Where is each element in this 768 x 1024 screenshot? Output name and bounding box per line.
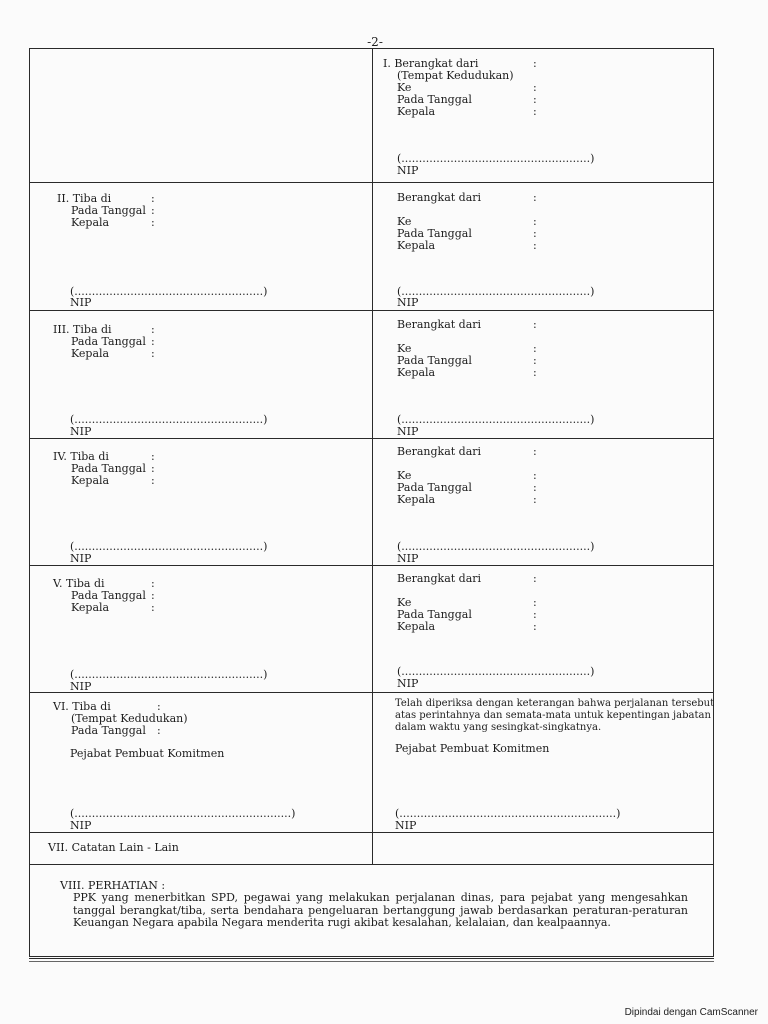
section-v-right [397, 573, 697, 633]
tempat-kedudukan-label: (Tempat Kedudukan) [397, 69, 514, 82]
section-ii-left [57, 193, 357, 229]
kepala-label: Kepala [397, 366, 436, 379]
colon: : [151, 323, 155, 336]
nip-label: NIP [70, 552, 92, 565]
travel-form [29, 48, 714, 957]
signature-line: (......................................................) [70, 540, 268, 553]
bottom-rule-thin [29, 961, 714, 962]
ke-label: Ke [397, 469, 412, 482]
catatan-label: VII. Catatan Lain - Lain [48, 841, 179, 854]
pada-tanggal-label: Pada Tanggal [71, 204, 146, 217]
nip-label: NIP [397, 296, 419, 309]
nip-label: NIP [395, 819, 417, 832]
pada-tanggal-label: Pada Tanggal [397, 227, 472, 240]
pejabat-label-right: Pejabat Pembuat Komitmen [395, 742, 550, 755]
berangkat-label: Berangkat dari [394, 57, 479, 70]
signature-line: (..............................................................) [395, 807, 621, 820]
camscanner-watermark: Dipindai dengan CamScanner [624, 1007, 758, 1018]
colon: : [533, 354, 537, 367]
tempat-kedudukan-label: (Tempat Kedudukan) [71, 712, 188, 725]
section-iii-number: III. [53, 323, 70, 336]
colon: : [533, 57, 537, 70]
signature-line: (......................................................) [70, 668, 268, 681]
colon: : [533, 608, 537, 621]
bottom-rule [29, 958, 714, 959]
colon: : [533, 318, 537, 331]
colon: : [157, 724, 161, 737]
berangkat-label: Berangkat dari [397, 572, 482, 585]
page-number: -2- [367, 35, 383, 49]
section-ii-right [397, 192, 697, 252]
colon: : [151, 216, 155, 229]
ke-label: Ke [397, 215, 412, 228]
tiba-di-label: Tiba di [66, 577, 105, 590]
colon: : [151, 204, 155, 217]
colon: : [533, 105, 537, 118]
signature-line: (......................................................) [397, 285, 595, 298]
colon: : [151, 462, 155, 475]
colon: : [151, 601, 155, 614]
section-iv-number: IV. [53, 450, 67, 463]
row-divider-7 [30, 864, 713, 865]
kepala-label: Kepala [397, 493, 436, 506]
section-vi-number: VI. [53, 700, 69, 713]
section-vi-left [53, 701, 353, 737]
signature-line: (......................................................) [397, 540, 595, 553]
colon: : [533, 239, 537, 252]
colon: : [151, 450, 155, 463]
kepala-label: Kepala [71, 216, 110, 229]
signature-line: (......................................................) [70, 285, 268, 298]
ke-label: Ke [397, 81, 412, 94]
section-iii-left [53, 324, 353, 360]
berangkat-label: Berangkat dari [397, 191, 482, 204]
tiba-di-label: Tiba di [70, 450, 109, 463]
nip-label: NIP [397, 164, 419, 177]
section-ii-number: II. [57, 192, 70, 205]
tiba-di-label: Tiba di [72, 700, 111, 713]
signature-line: (......................................................) [397, 665, 595, 678]
verification-statement: Telah diperiksa dengan keterangan bahwa perjalanan tersebut atas perintahnya dan semata-mata untuk kepentingan jabatan dalam waktu yang sesingkat-singkatnya. [395, 698, 715, 733]
colon: : [533, 572, 537, 585]
perhatian-body: PPK yang menerbitkan SPD, pegawai yang melakukan perjalanan dinas, para pejabat yang mengesahkan tanggal berangkat/tiba, serta bendahara pengeluaran bertanggung jawab berdasarkan peraturan-peraturan Keuangan Negara apabila Negara menderita rugi akibat kesalahan, kelalaian, dan kealpaannya. [73, 891, 688, 929]
kepala-label: Kepala [397, 105, 436, 118]
nip-label: NIP [70, 680, 92, 693]
pada-tanggal-label: Pada Tanggal [397, 93, 472, 106]
nip-label: NIP [397, 425, 419, 438]
pada-tanggal-label: Pada Tanggal [71, 462, 146, 475]
colon: : [533, 493, 537, 506]
colon: : [151, 474, 155, 487]
section-i-number: I. [383, 57, 391, 70]
pada-tanggal-label: Pada Tanggal [397, 354, 472, 367]
berangkat-label: Berangkat dari [397, 318, 482, 331]
signature-line: (......................................................) [397, 152, 595, 165]
colon: : [151, 589, 155, 602]
pada-tanggal-label: Pada Tanggal [71, 335, 146, 348]
colon: : [157, 700, 161, 713]
section-iii-right [397, 319, 697, 379]
berangkat-label: Berangkat dari [397, 445, 482, 458]
nip-label: NIP [397, 677, 419, 690]
colon: : [533, 81, 537, 94]
nip-label: NIP [70, 425, 92, 438]
colon: : [151, 577, 155, 590]
tiba-di-label: Tiba di [72, 192, 112, 205]
kepala-label: Kepala [71, 601, 110, 614]
colon: : [151, 335, 155, 348]
kepala-label: Kepala [397, 620, 436, 633]
pada-tanggal-label: Pada Tanggal [71, 589, 146, 602]
pejabat-label-left: Pejabat Pembuat Komitmen [70, 747, 225, 760]
colon: : [533, 342, 537, 355]
colon: : [533, 191, 537, 204]
colon: : [533, 93, 537, 106]
colon: : [533, 596, 537, 609]
colon: : [533, 215, 537, 228]
colon: : [151, 347, 155, 360]
colon: : [533, 227, 537, 240]
pada-tanggal-label: Pada Tanggal [397, 481, 472, 494]
section-v-number: V. [53, 577, 63, 590]
colon: : [533, 481, 537, 494]
signature-line: (......................................................) [70, 413, 268, 426]
colon: : [533, 620, 537, 633]
pada-tanggal-label: Pada Tanggal [71, 724, 146, 737]
perhatian-title: VIII. PERHATIAN : [60, 879, 166, 892]
ke-label: Ke [397, 342, 412, 355]
kepala-label: Kepala [71, 347, 110, 360]
kepala-label: Kepala [397, 239, 436, 252]
section-iv-left [53, 451, 353, 487]
nip-label: NIP [70, 819, 92, 832]
nip-label: NIP [397, 552, 419, 565]
signature-line: (......................................................) [397, 413, 595, 426]
colon: : [533, 445, 537, 458]
section-i-right [383, 58, 703, 118]
colon: : [151, 192, 155, 205]
tiba-di-label: Tiba di [73, 323, 112, 336]
colon: : [533, 366, 537, 379]
column-divider [372, 49, 373, 864]
section-v-left [53, 578, 353, 614]
pada-tanggal-label: Pada Tanggal [397, 608, 472, 621]
kepala-label: Kepala [71, 474, 110, 487]
ke-label: Ke [397, 596, 412, 609]
colon: : [533, 469, 537, 482]
signature-line: (..............................................................) [70, 807, 296, 820]
section-iv-right [397, 446, 697, 506]
nip-label: NIP [70, 296, 92, 309]
